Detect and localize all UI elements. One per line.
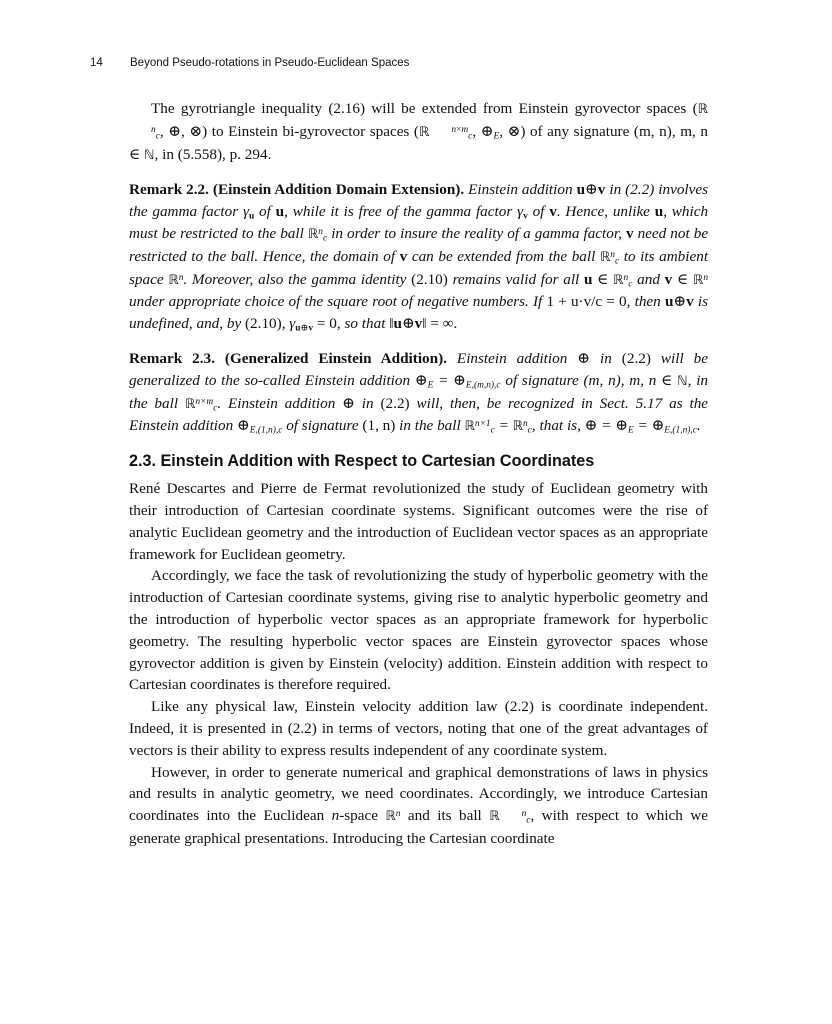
remark-2-2-label: Remark 2.2. (Einstein Addition Domain Extension). <box>129 181 465 199</box>
section-heading: 2.3. Einstein Addition with Respect to Cartesian Coordinates <box>129 452 595 471</box>
paragraph-coordinates: However, in order to generate numerical and graphical demonstrations of laws in physics and results in analytic geometry, we need coordinates. Accordingly, we introduce Cartesian coordinates into the Euclidean n-space ℝ$^n$ and its ball ℝ $^n_c$, with respect to which we generate graphical presentations. Introducing the Cartesian coordinate <box>129 763 709 847</box>
main-text <box>129 98 708 850</box>
remark-2-3-label: Remark 2.3. (Generalized Einstein Addition). <box>129 349 447 367</box>
paragraph-physical-law: Like any physical law, Einstein velocity addition law (2.2) is coordinate independent. Indeed, it is presented in (2.2) in terms of vectors, noting that one of the great advantages of vectors is their ability to express results independent of any coordinate system. <box>129 698 708 759</box>
remark-2-2: Remark 2.2. (Einstein Addition Domain Extension). Einstein addition u⊕v in (2.2) involves the gamma factor $\gamma_u$ of u, while it is free of the gamma factor $\gamma_v$ of v. Hence, unlike u, which must be restricted to the ball ℝ$^n_c$ in order to insure the reality of a gamma factor, v need not be restricted to the ball. Hence, the domain of v can be extended from the ball ℝ$^n_c$ to its ambient space ℝ$^n$. Moreover, also the gamma identity (2.10) remains valid for all u ∈ ℝ$^n_c$ and v ∈ ℝ$^n$ under appropriate choice of the square root of negative numbers. If 1 + u·v/c = 0, then u⊕v is undefined, and, by (2.10), $\gamma_{u\oplus v} = 0$, so that ‖u⊕v‖ = ∞. <box>129 181 709 334</box>
running-header <box>90 57 730 73</box>
running-title: Beyond Pseudo-rotations in Pseudo-Euclidean Spaces <box>130 57 410 69</box>
intro-paragraph: The gyrotriangle inequality (2.16) will be extended from Einstein gyrovector spaces (ℝ$^n_c$, ⊕, ⊗) to Einstein bi-gyrovector spaces (ℝ $^{n\times m}_c$, $\oplus_E$, ⊗) of any signature (m, n), m, n ∈ ℕ, in (5.558), p. 294. <box>129 100 709 163</box>
page-number: 14 <box>90 57 103 69</box>
paragraph-descartes: René Descartes and Pierre de Fermat revolutionized the study of Euclidean geometry with their introduction of Cartesian coordinate systems. Significant outcomes were the rise of analytic Euclidean geometry and the introduction of Euclidean vector spaces as an appropriate framework for Euclidean geometry. <box>129 480 708 563</box>
remark-2-3: Remark 2.3. (Generalized Einstein Addition). Einstein addition ⊕ in (2.2) will be generalized to the so-called Einstein addition $\oplus_E$ = $\oplus_{E,(m,n),c}$ of signature (m, n), m, n ∈ ℕ, in the ball ℝ$^{n\times m}_c$. Einstein addition ⊕ in (2.2) will, then, be recognized in Sect. 5.17 as the Einstein addition $\oplus_{E,(1,n),c}$ of signature (1, n) in the ball ℝ$^{n\times 1}_c$ = ℝ$^n_c$, that is, ⊕ = $\oplus_E$ = $\oplus_{E,(1,n),c}$. <box>129 349 709 436</box>
paragraph-hyperbolic: Accordingly, we face the task of revolutionizing the study of hyperbolic geometry with the introduction of Cartesian coordinate systems, giving rise to analytic hyperbolic geometry and the introduction of hyperbolic vector spaces as an appropriate framework for hyperbolic geometry. The resulting hyperbolic vector spaces are Einstein gyrovector spaces whose gyrovector addition is given by Einstein (velocity) addition. Einstein addition with respect to Cartesian coordinates is therefore required. <box>129 567 708 694</box>
